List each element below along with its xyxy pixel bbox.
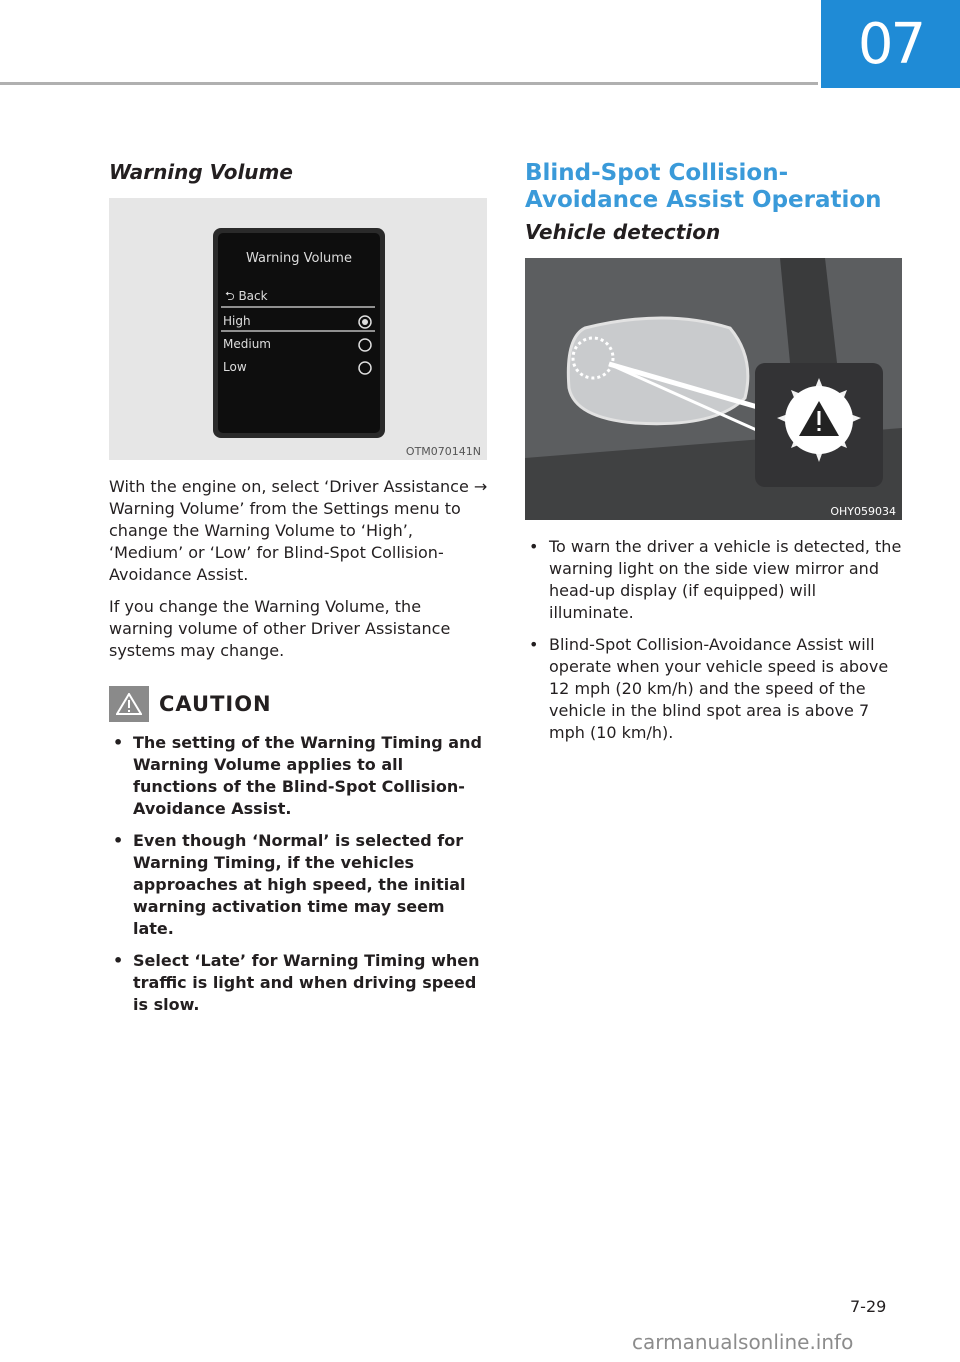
- back-label: Back: [238, 289, 268, 303]
- option-medium: Medium: [223, 337, 271, 351]
- right-column: [525, 160, 905, 754]
- list-item: • Select ‘Late’ for Warning Timing when traffic is light and when driving speed is slow.: [109, 950, 489, 1016]
- chapter-tab: 07: [821, 0, 960, 88]
- option-low: Low: [223, 360, 247, 374]
- list-item: • Blind-Spot Collision-Avoidance Assist will operate when your vehicle speed is above 12 mph (20 km/h) and the speed of the vehicle in the blind spot area is above 7 mph (10 km/h).: [525, 634, 905, 744]
- list-item: • The setting of the Warning Timing and Warning Volume applies to all functions of the Blind-Spot Collision-Avoidance Assist.: [109, 732, 489, 820]
- figure-warning-volume: [109, 198, 487, 460]
- caution-icon: [109, 686, 149, 722]
- paragraph-note: If you change the Warning Volume, the warning volume of other Driver Assistance systems may change.: [109, 597, 451, 660]
- page-number: 7-29: [850, 1297, 887, 1316]
- header-rule: [0, 82, 818, 85]
- subheading-vehicle-detection: Vehicle detection: [525, 220, 721, 244]
- left-column: [109, 160, 489, 1026]
- watermark: carmanualsonline.info: [632, 1330, 854, 1354]
- caution-title: CAUTION: [159, 692, 272, 716]
- cluster-display-illustration: [109, 198, 487, 460]
- caution-list: [109, 732, 489, 1016]
- list-item: • To warn the driver a vehicle is detected, the warning light on the side view mirror and head-up display (if equipped) will illuminate.: [525, 536, 905, 624]
- back-row: [225, 287, 268, 308]
- screen-title: Warning Volume: [246, 251, 352, 266]
- paragraph-instructions: With the engine on, select ‘Driver Assistance → Warning Volume’ from the Settings menu to change the Warning Volume to ‘High’, ‘Medium’ or ‘Low’ for Blind-Spot Collision-Avoidance Assist.: [109, 477, 488, 584]
- figure-vehicle-detection: [525, 258, 902, 520]
- section-heading-warning-volume: Warning Volume: [109, 160, 293, 184]
- side-mirror-warning-illustration: [525, 258, 902, 520]
- figure-code: OHY059034: [830, 505, 896, 518]
- figure-code: OTM070141N: [405, 445, 481, 458]
- back-arrow-icon: ⮌: [225, 289, 235, 303]
- operation-list: [525, 536, 905, 744]
- list-item: • Even though ‘Normal’ is selected for Warning Timing, if the vehicles approaches at high speed, the initial warning activation time may seem late.: [109, 830, 489, 940]
- option-high: High: [223, 314, 251, 328]
- caution-header: [109, 686, 489, 722]
- section-heading-bca-operation: Blind-Spot Collision-Avoidance Assist Operation: [525, 160, 882, 213]
